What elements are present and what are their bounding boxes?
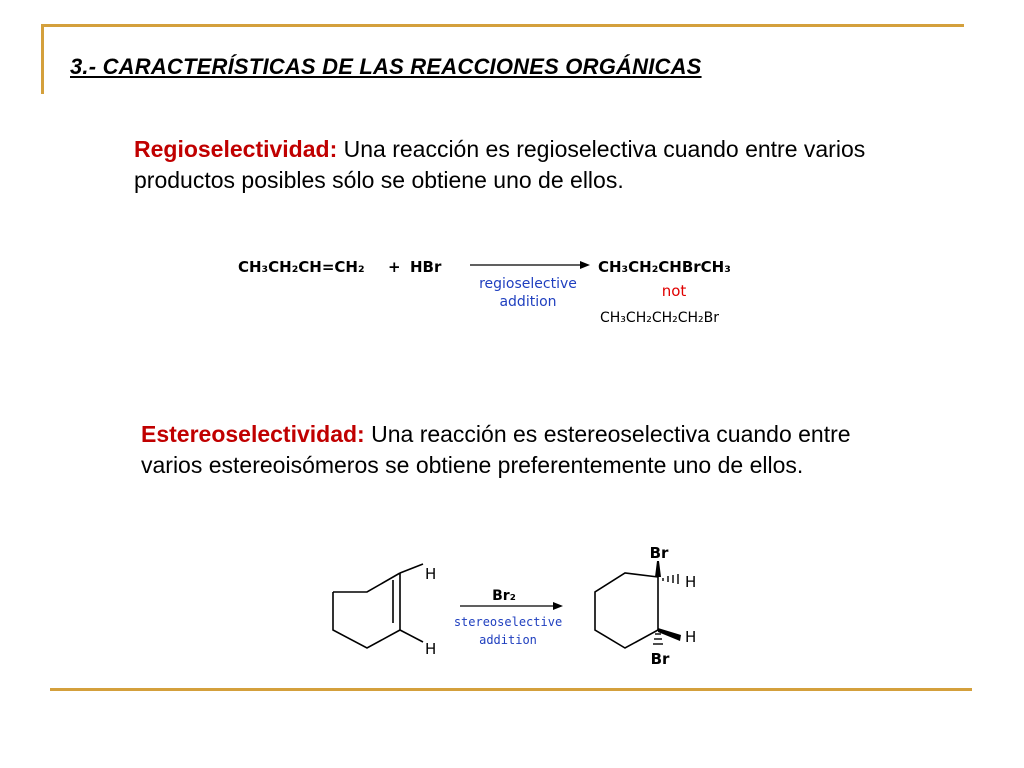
reaction-arrowhead [580,261,590,269]
reactant-plus: + [388,258,401,276]
reactant-butene: CH₃CH₂CH=CH₂ [238,258,365,276]
product-h-bottom: H [685,628,697,646]
arrow-label-addition: addition [499,294,557,310]
regioselectivity-paragraph [134,134,924,196]
product-br-bottom: Br [650,650,670,668]
stereoselectivity-term: Estereoselectividad: [141,421,365,447]
alternative-product: CH₃CH₂CH₂CH₂Br [600,310,720,326]
not-label: not [661,282,687,300]
slide-title: 3.- CARACTERÍSTICAS DE LAS REACCIONES ORGÁNICAS [70,54,702,79]
hash-h-top [663,574,678,584]
bottom-rule [50,688,972,691]
dibromocyclohexane-structure [595,573,658,648]
regioselectivity-term: Regioselectividad: [134,136,338,162]
cyclohexene-structure [333,564,423,648]
hash-br-bottom [653,634,663,644]
stereoselectivity-paragraph [141,419,901,481]
product-br-top: Br [649,544,669,562]
stereoselectivity-definition: Una reacción es estereoselectiva cuando entre varios estereoisómeros se obtiene preferentemente uno de ellos. [141,421,851,478]
reactant-hbr: HBr [410,258,442,276]
top-rule [44,24,964,27]
regioselective-reaction-scheme [230,250,770,330]
stereoselective-reaction-scheme [325,540,725,680]
major-product: CH₃CH₂CHBrCH₃ [598,258,731,276]
reagent-br2: Br₂ [492,588,516,604]
arrow-label-stereo-addition: addition [479,633,537,647]
stereo-arrowhead [553,602,563,610]
arrow-label-regioselective: regioselective [479,276,577,292]
wedge-br-top [655,561,661,577]
regioselectivity-definition: Una reacción es regioselectiva cuando entre varios productos posibles sólo se obtiene uno de ellos. [134,136,866,193]
left-rule [41,24,44,94]
alkene-h-bottom: H [425,640,437,658]
arrow-label-stereoselective: stereoselective [453,615,563,629]
alkene-h-top: H [425,565,437,583]
product-h-top: H [685,573,697,591]
